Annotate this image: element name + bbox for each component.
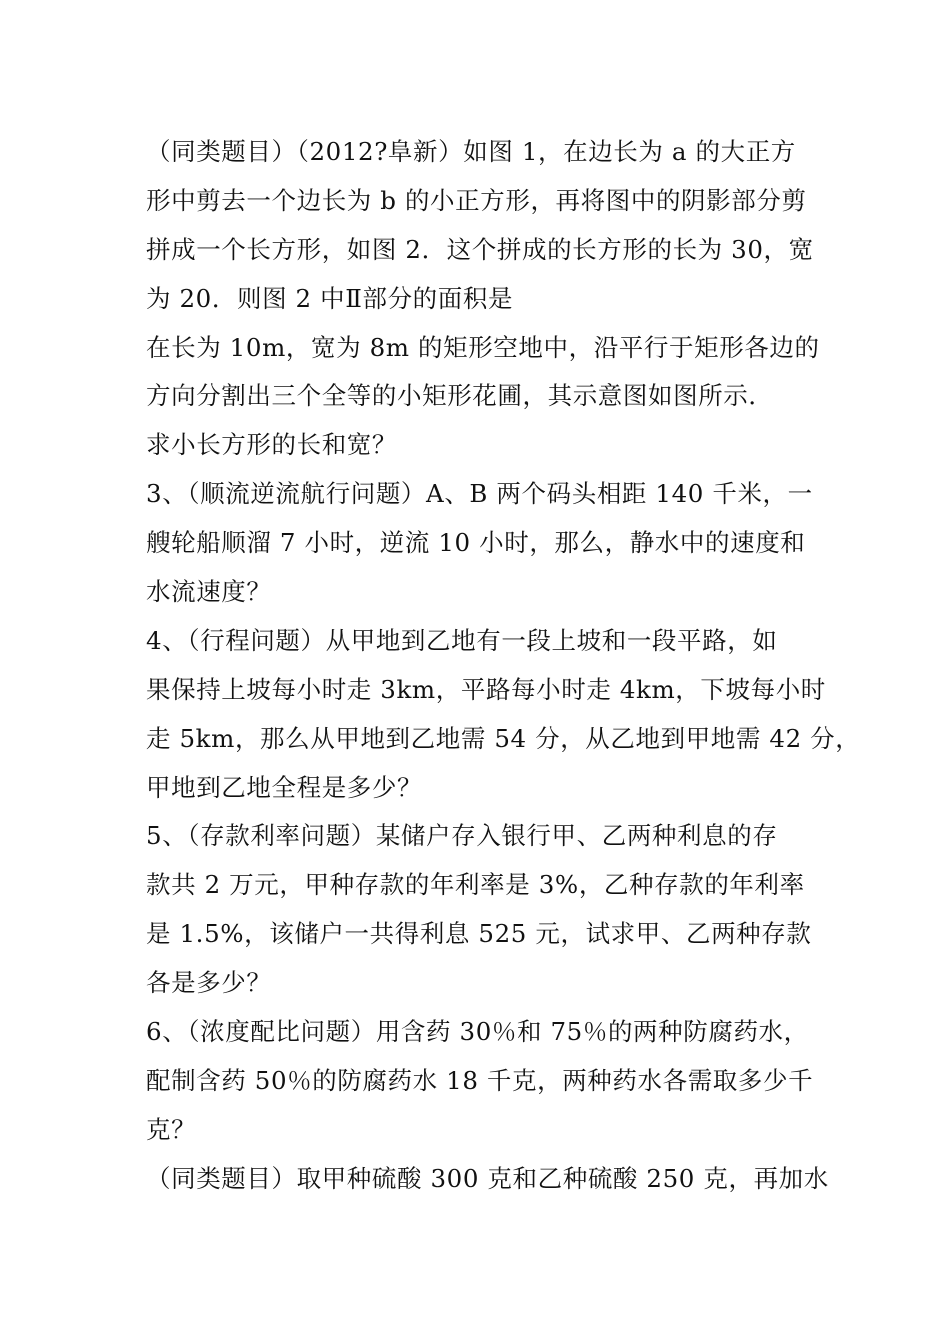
- text-line: 甲地到乙地全程是多少？: [146, 772, 423, 802]
- text-line: 求小长方形的长和宽？: [146, 430, 397, 460]
- text-line: 走 5km，那么从甲地到乙地需 54 分，从乙地到甲地需 42 分，: [146, 723, 861, 753]
- text-line: （同类题目）（2012?阜新）如图 1，在边长为 a 的大正方: [146, 137, 796, 166]
- text-line: 形中剪去一个边长为 b 的小正方形，再将图中的阴影部分剪: [146, 185, 807, 215]
- text-line: 6、（浓度配比问题）用含药 30％和 75％的两种防腐药水，: [146, 1017, 809, 1047]
- text-line: 款共 2 万元，甲种存款的年利率是 3%，乙种存款的年利率: [146, 870, 805, 900]
- text-line: 3、（顺流逆流航行问题）A、B 两个码头相距 140 千米，一: [146, 479, 813, 509]
- text-line: 克？: [146, 1114, 197, 1144]
- text-line: 水流速度？: [146, 577, 272, 607]
- text-line: 方向分割出三个全等的小矩形花圃，其示意图如图所示．: [146, 381, 774, 411]
- text-line: 5、（存款利率问题）某储户存入银行甲、乙两种利息的存: [146, 821, 778, 851]
- text-line: 配制含药 50％的防腐药水 18 千克，两种药水各需取多少千: [146, 1065, 814, 1095]
- text-line: 是 1.5%，该储户一共得利息 525 元，试求甲、乙两种存款: [146, 919, 812, 949]
- text-line: 在长为 10m，宽为 8m 的矩形空地中，沿平行于矩形各边的: [146, 332, 820, 362]
- text-line: 4、（行程问题）从甲地到乙地有一段上坡和一段平路，如: [146, 625, 778, 655]
- text-line: （同类题目）取甲种硫酸 300 克和乙种硫酸 250 克，再加水: [146, 1163, 829, 1193]
- text-line: 拼成一个长方形，如图 2．这个拼成的长方形的长为 30，宽: [146, 234, 814, 264]
- text-line: 为 20．则图 2 中Ⅱ部分的面积是: [146, 283, 514, 313]
- text-line: 果保持上坡每小时走 3km，平路每小时走 4km，下坡每小时: [146, 674, 826, 704]
- text-line: 艘轮船顺溜 7 小时，逆流 10 小时，那么，静水中的速度和: [146, 528, 806, 558]
- document-text: [146, 128, 861, 1204]
- text-line: 各是多少？: [146, 968, 272, 998]
